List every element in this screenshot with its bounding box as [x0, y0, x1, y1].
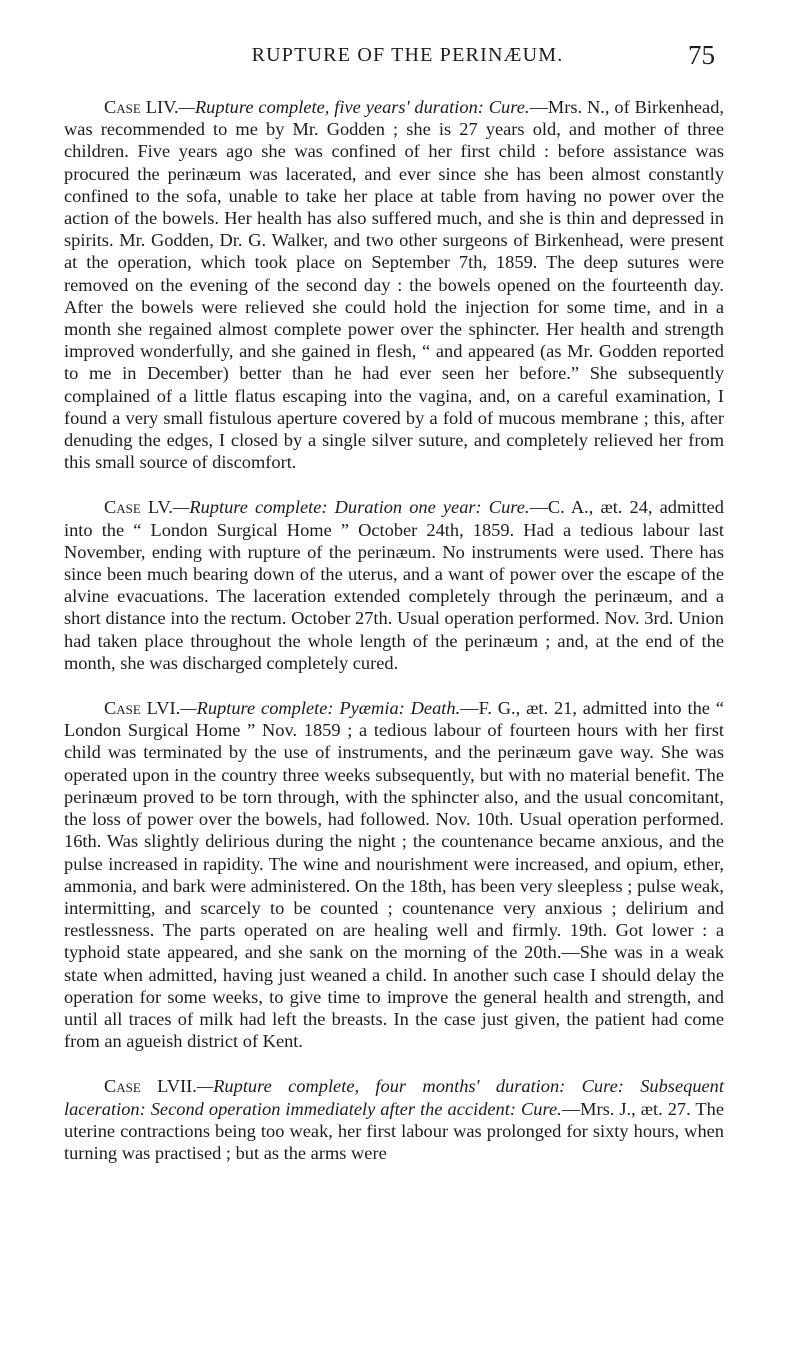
- case-text: —Mrs. N., of Birkenhead, was recommended to me by Mr. Godden ; she is 27 years old, and mother of three children. Five years ago she was confined of her first child : before assistance was procured the perinæum was lacerated, and ever since she has been almost constantly confined to the sofa, unable to take her place at table from having no power over the action of the bowels. Her health has also suffered much, and she is thin and depressed in spirits. Mr. Godden, Dr. G. Walker, and two other surgeons of Birkenhead, were present at the operation, which took place on September 7th, 1859. The deep sutures were removed on the evening of the second day : the bowels opened on the fourteenth day. After the bowels were relieved she could hold the injection for some time, and in a month she regained almost complete power over the sphincter. Her health and strength improved wonderfully, and she gained in flesh, “ and appeared (as Mr. Godden reported to me in December) better than he had ever seen her before.” She subsequently complained of a little flatus escaping into the vagina, and, on a careful examination, I found a very small fistulous aperture covered by a fold of mucous membrane ; this, after denuding the edges, I closed by a single silver suture, and completely relieved her from this small source of discomfort.: [64, 97, 724, 473]
- case-paragraph-57: [64, 1075, 724, 1164]
- case-text: —F. G., æt. 21, admitted into the “ London Surgical Home ” Nov. 1859 ; a tedious labour of fourteen hours with her first child was terminated by the use of instruments, and the perinæum gave way. She was operated upon in the country three weeks subsequently, but with no material benefit. The perinæum proved to be torn through, with the sphincter also, and the usual concomitant, the loss of power over the bowels, had followed. Nov. 10th. Usual operation performed. 16th. Was slightly delirious during the night ; the countenance became anxious, and the pulse increased in rapidity. The wine and nourishment were increased, and opium, ether, ammonia, and bark were administered. On the 18th, has been very sleepless ; pulse weak, intermitting, and scarcely to be counted ; countenance very anxious ; delirium and restlessness. The parts operated on are healing well and firmly. 19th. Got lower : a typhoid state appeared, and she sank on the morning of the 20th.—She was in a weak state when admitted, having just weaned a child. In another such case I should delay the operation for some weeks, to give time to improve the general health and strength, and until all traces of milk had left the breasts. In the case just given, the patient had come from an agueish district of Kent.: [64, 698, 724, 1052]
- case-subtitle: —Rupture complete: Duration one year: Cure.: [173, 497, 530, 518]
- case-paragraph-55: [64, 496, 724, 674]
- case-text: —Mrs. J., æt. 27. The uterine contractions being too weak, her first labour was prolonged for sixty hours, when turning was practised ; but as the arms were: [64, 1098, 724, 1163]
- case-paragraph-56: [64, 697, 724, 1052]
- case-text: —C. A., æt. 24, admitted into the “ London Surgical Home ” October 24th, 1859. Had a tedious labour last November, ending with rupture of the perinæum. No instruments were used. There has since been much bearing down of the uterus, and a want of power over the escape of the alvine evacuations. The laceration extended completely through the perinæum, and a short distance into the rectum. October 27th. Usual operation performed. Nov. 3rd. Union had taken place throughout the whole length of the perinæum ; and, at the end of the month, she was discharged completely cured.: [64, 497, 724, 673]
- case-title: Case LVII.: [104, 1076, 197, 1097]
- case-subtitle: —Rupture complete: Pyæmia: Death.: [180, 698, 461, 719]
- case-subtitle: —Rupture complete, five years' duration: Cure.: [178, 97, 530, 117]
- case-title: Case LIV.: [104, 97, 179, 117]
- page-header: [100, 40, 715, 74]
- body-text: [64, 96, 724, 1187]
- running-head: RUPTURE OF THE PERINÆUM.: [251, 44, 564, 66]
- page-number: 75: [688, 40, 715, 70]
- case-title: Case LVI.: [104, 698, 181, 719]
- case-title: Case LV.: [104, 497, 173, 518]
- case-subtitle: —Rupture complete, four months' duration: Cure: Subsequent laceration: Second operation immediately after the accident: Cure.: [64, 1076, 724, 1119]
- case-paragraph-54: [64, 96, 724, 473]
